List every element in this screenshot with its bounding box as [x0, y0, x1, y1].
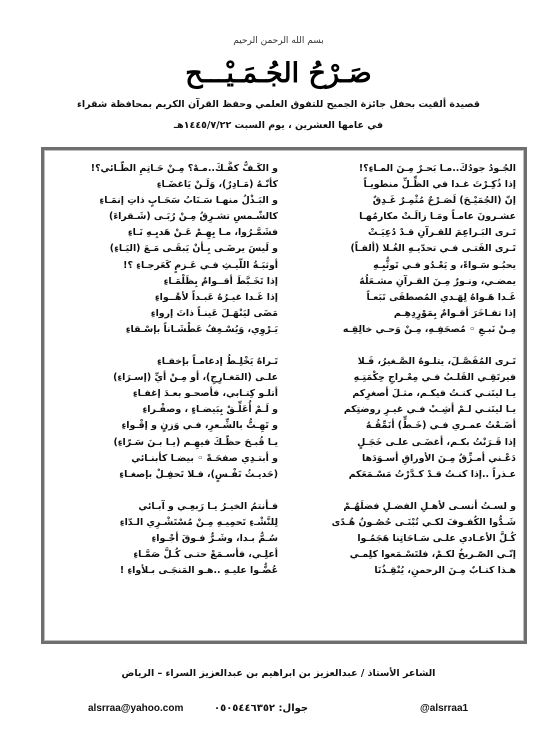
verse-line: إنّ (الجُمَيْـحَ) لَصَـرْحٌ مُثْمِـرٌ غَـدِقٌ [372, 195, 516, 207]
verse-line: و البَـذْلُ منهـا سَـنَابُ سَحَـابٍ ذاتِ إنمَـاءِ [99, 195, 278, 207]
stanza [284, 161, 516, 338]
verse-line: و الكَـفُّ كفُّـكَ..مـهْ؟ مِـنْ حَـاتِمِ الطّـائي؟! [90, 163, 278, 174]
verse-line: مِـنْ نَبـعِ ◦ مُصحَفِـهِ، مِـنْ وَحـي خالِقِـه [342, 323, 516, 335]
verse-line: عُضُّـوا عليـهِ ..هـو المَنجَـى بـلأواءِ ! [119, 565, 278, 577]
verse-line: كالشّـمسِ تشـرِقُ مِـنْ رُبَـى (شَـقراءَ) [109, 211, 278, 223]
verse-line: هـذا كتـابٌ مِـنَ الرحمنِ، يُنْقِـذُنَا [374, 565, 516, 577]
poem-left-column [56, 161, 278, 595]
verse-line: إذا ذُكِـرْتَ غـدا في الظِّـلِّ منطويـاً [363, 179, 516, 191]
verse-line: يـا ليتَنـي كنـتُ فيكـم، مثـلَ أصغرِكم [352, 388, 516, 400]
poem-date: في عامها العشرين ، يوم السبت ١٤٤٥/٧/٢٢هـ [173, 120, 384, 131]
verse-line: و أبتـدِي صفحَـةً ◦ بيضـا كأبنـائي [131, 452, 278, 464]
verse-line: تَـراهُ يَخْلِـطُ إدغامـاً بإخفـاءِ [157, 356, 278, 368]
basmala: بسم الله الرحمن الرحيم [233, 36, 324, 46]
verse-line: يمضـي، ونـورٌ مِـنَ القـرآنِ مشـعَلُهُ [359, 275, 516, 287]
verse-line: كأنّـهُ (مَـادِرٌ)، وَلَـنْ يَاغضَـاءِ [156, 179, 278, 191]
verse-line: مَضَى ليَنْهَـلَ عَينـاً ذاتَ إرواءِ [150, 307, 278, 319]
stanza [56, 161, 278, 338]
verse-line: (حَديـثُ نَفْـسٍ)، فـلا تَحفِـلْ بإصغـاءِ [119, 468, 278, 480]
verse-line: شَـدُّوا الكُفـوفَ لكـي تُبْنَـى حُصُـونُ هُـدًى [331, 516, 516, 528]
verse-line: عشـرونَ عامـاً ومَـا زالَـتْ مكارمُهـا [359, 211, 516, 223]
verse-line: لِلنَّشْـءِ تَحمِيـهِ مِـنْ مُسْتَشْـرِي الـدّاءِ [119, 516, 278, 528]
verse-line: يحبُـو سَـواءً، و يَعْـدُو فـي تَوثُّبِـهِ [373, 259, 516, 271]
verse-line: عـذراً ..إذا كنـتُ قـدْ كـدَّرْتُ مَسْـمَعَكم [348, 468, 516, 480]
verse-line: يَـرْوِي، وَيُسْـعِفُ عَطْشَـاناً بإسْـقاءِ [125, 323, 278, 335]
verse-line: سُـمٌّ بـدا، وشَـرٌّ فـوقَ أجْـواءِ [151, 532, 278, 544]
poem-title: صَـرْحُ الجُـمَـيْـــح [185, 58, 372, 89]
verse-line: أوثبَـةُ اللّيـثِ فـي عَـزمٍ كَعَرجـاءِ ؟! [123, 259, 278, 271]
verse-line: غَـدا هَـواهُ لِهَـدي المُصطفَى تَبَعـاً [366, 291, 516, 303]
stanza [56, 354, 278, 483]
verse-line: كُـلَّ الأعـادي علـى سَـاحَاتِنا هَجَمُـوا [357, 532, 516, 544]
verse-line: الجُـودُ جودُكَ..مـا بَحـرٌ مِـنَ المـاءِ؟! [358, 163, 516, 174]
verse-line: و لسـتُ أنسـى لأهـلِ الفضـلِ فضلَهُـمْ [343, 500, 516, 512]
verse-line: إنّـي الصّـريخُ لكـمْ، فلتَسْـمَعوا كلِمـي [349, 549, 516, 561]
verse-line: فيرتَقِـي القَلـبُ فـي مِعْـراجِ حِكْمَتِـهِ [353, 372, 516, 384]
stanza [284, 499, 516, 579]
verse-line: علـى (المَغـارِجِ)، أو مِـنْ أيِّ (إسـرَاءِ) [113, 372, 278, 384]
verse-line: فـأنتمُ الخيـرُ يـا رَبعِـي و آبـائي [138, 500, 278, 512]
email-link[interactable]: alsrraa@yahoo.com [88, 703, 184, 714]
verse-line: يـا قُبـحَ حظّـكَ فيهِـم (يـا بـنَ سَـرّاءِ) [113, 436, 278, 448]
verse-line: و لَيسَ يرضَـى بِـأنْ يَبقَـى مَـعَ (اليَـاءِ) [109, 243, 278, 255]
verse-line: إذا قَـرَنْتُ بكـم، أغضَـى علـى خَجَـلٍ [357, 436, 516, 448]
verse-line: و تَهِـتُّ بالشِّـعرِ، فـي وَزنٍ و إقْـواءِ [121, 420, 278, 432]
verse-line: يـا ليتَنـي لـمْ أشِـبْ فـي غيـرِ روضتِكم [343, 404, 516, 416]
poem-right-column [284, 161, 516, 595]
twitter-handle[interactable]: @alsrraa1 [420, 703, 469, 714]
verse-line: إذا غَـدا غيـرُهُ عَبـداً لأهْــواءِ [154, 291, 278, 303]
verse-line: إذا تَخَـبَّطَ أقــوامٌ بِظَلْمَـاءِ [163, 275, 278, 287]
phone-number: جوال: ٠٥٠٥٤٤٦٣٥٢ [214, 703, 309, 714]
verse-line: تَـرى الفَتـى فـي تحدّيـهِ الغُـلا (ألفـاً) [350, 243, 516, 255]
verse-line: دَعْـني أمـزِّقُ مِـنَ الأوراقِ أسـوَدَها [361, 452, 516, 464]
verse-line: تَـرى البَـراعِمَ للقـرآنِ قـدْ دُعِيَـتْ [367, 227, 516, 239]
verse-line: إذا تفـاخَرَ أقـوامٌ بِمَوْرِدِهِـم [393, 307, 516, 319]
verse-line: فشَمَّـرُوا، مـا بِهِـمْ عَـنْ هَديِـهِ نَـاءِ [127, 227, 278, 239]
verse-line: أضَـعْتُ عمـري فـي (خَـطٍّ) أنَمِّقُـهُ [365, 420, 516, 432]
poem-subtitle: قصيدة ألقيت بحفل جائزة الجميح للتفوق العلمي وحفظ القرآن الكريم بمحافظة شقراء [77, 99, 480, 110]
verse-line: أعلِـي، فأسـمَعْ حتـى كُـلَّ صَمَّـاءِ [133, 549, 278, 561]
verse-line: تَـرى المُفَصَّـلَ، يتلـوهُ الصَّـغيرُ، فَـلا [357, 356, 516, 368]
verse-line: و لَـمْ أُعَلِّـقْ بِبَيضـاءٍ ، وصفْـراءِ [142, 404, 278, 416]
poet-name: الشاعر الأستاذ / عبدالعزيز بن ابراهيم بن عبدالعزيز السراء – الرياض [121, 668, 436, 679]
verse-line: أتلـو كِتـابي، فأصحـو بعـدَ إغفـاءِ [132, 388, 278, 400]
stanza [284, 354, 516, 483]
stanza [56, 499, 278, 579]
